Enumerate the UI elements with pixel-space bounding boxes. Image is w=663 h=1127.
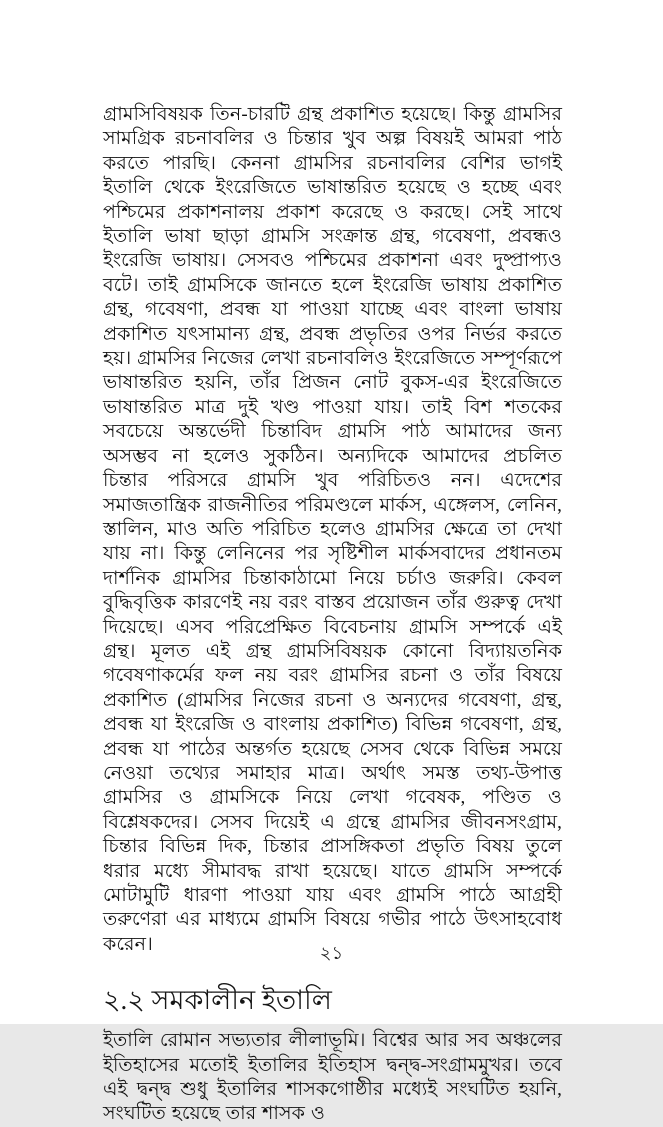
section-heading-contemporary-italy: ২.২ সমকালীন ইতালি [103, 985, 332, 1016]
page-number: ২১ [319, 943, 344, 963]
paragraph-italy-history: ইতালি রোমান সভ্যতার লীলাভূমি। বিশ্বের আর সব অঞ্চলের ইতিহাসের মতোই ইতালির ইতিহাস দ্বন্দ্ব-সংগ্রামমুখর। তবে এই দ্বন্দ্ব শুধু ইতালির শাসকগোষ্ঠীর মধ্যেই সংঘটিত হয়নি, সংঘটিত হয়েছে তার শাসক ও [103, 1030, 562, 1125]
paragraph-gramsci-overview: গ্রামসিবিষয়ক তিন-চারটি গ্রন্থ প্রকাশিত হয়েছে। কিন্তু গ্রামসির সামগ্রিক রচনাবলির ও চিন্তার খুব অল্প বিষয়ই আমরা পাঠ করতে পারছি। কেননা গ্রামসির রচনাবলির বেশির ভাগই ইতালি থেকে ইংরেজিতে ভাষান্তরিত হয়েছে ও হচ্ছে এবং পশ্চিমের প্রকাশনালয় প্রকাশ করেছে ও করছে। সেই সাথে ইতালি ভাষা ছাড়া গ্রামসি সংক্রান্ত গ্রন্থ, গবেষণা, প্রবন্ধও ইংরেজি ভাষায়। সেসবও পশ্চিমের প্রকাশনা এবং দুষ্প্রাপ্যও বটে। তাই গ্রামসিকে জানতে হলে ইংরেজি ভাষায় প্রকাশিত গ্রন্থ, গবেষণা, প্রবন্ধ যা পাওয়া যাচ্ছে এবং বাংলা ভাষায় প্রকাশিত যৎসামান্য গ্রন্থ, প্রবন্ধ প্রভৃতির ওপর নির্ভর করতে হয়। গ্রামসির নিজের লেখা রচনাবলিও ইংরেজিতে সম্পূর্ণরূপে ভাষান্তরিত হয়নি, তাঁর প্রিজন নোট বুকস-এর ইংরেজিতে ভাষান্তরিত মাত্র দুই খণ্ড পাওয়া যায়। তাই বিশ শতকের সবচেয়ে অন্তর্ভেদী চিন্তাবিদ গ্রামসি পাঠ আমাদের জন্য অসম্ভব না হলেও সুকঠিন। অন্যদিকে আমাদের প্রচলিত চিন্তার পরিসরে গ্রামসি খুব পরিচিতও নন। এদেশের সমাজতান্ত্রিক রাজনীতির পরিমণ্ডলে মার্কস, এঙ্গেলস, লেনিন, স্তালিন, মাও অতি পরিচিত হলেও গ্রামসির ক্ষেত্রে তা দেখা যায় না। কিন্তু লেনিনের পর সৃষ্টিশীল মার্কসবাদের প্রধানতম দার্শনিক গ্রামসির চিন্তাকাঠামো নিয়ে চর্চাও জরুরি। কেবল বুদ্ধিবৃত্তিক কারণেই নয় বরং বাস্তব প্রয়োজন তাঁর গুরুত্ব দেখা দিয়েছে। এসব পরিপ্রেক্ষিত বিবেচনায় গ্রামসি সম্পর্কে এই গ্রন্থ। মূলত এই গ্রন্থ গ্রামসিবিষয়ক কোনো বিদ্যায়তনিক গবেষণাকর্মের ফল নয় বরং গ্রামসির রচনা ও তাঁর বিষয়ে প্রকাশিত (গ্রামসির নিজের রচনা ও অন্যদের গবেষণা, গ্রন্থ, প্রবন্ধ যা ইংরেজি ও বাংলায় প্রকাশিত) বিভিন্ন গবেষণা, গ্রন্থ, প্রবন্ধ যা পাঠের অন্তর্গত হয়েছে সেসব থেকে বিভিন্ন সময়ে নেওয়া তথ্যের সমাহার মাত্র। অর্থাৎ সমস্ত তথ্য-উপাত্ত গ্রামসির ও গ্রামসিকে নিয়ে লেখা গবেষক, পণ্ডিত ও বিশ্লেষকদের। সেসব দিয়েই এ গ্রন্থে গ্রামসির জীবনসংগ্রাম, চিন্তার বিভিন্ন দিক, চিন্তার প্রাসঙ্গিকতা প্রভৃতি বিষয় তুলে ধরার মধ্যে সীমাবদ্ধ রাখা হয়েছে। যাতে গ্রামসি সম্পর্কে মোটামুটি ধারণা পাওয়া যায় এবং গ্রামসি পাঠে আগ্রহী তরুণেরা এর মাধ্যমে গ্রামসি বিষয়ে গভীর পাঠে উৎসাহবোধ করেন। [103, 104, 562, 955]
